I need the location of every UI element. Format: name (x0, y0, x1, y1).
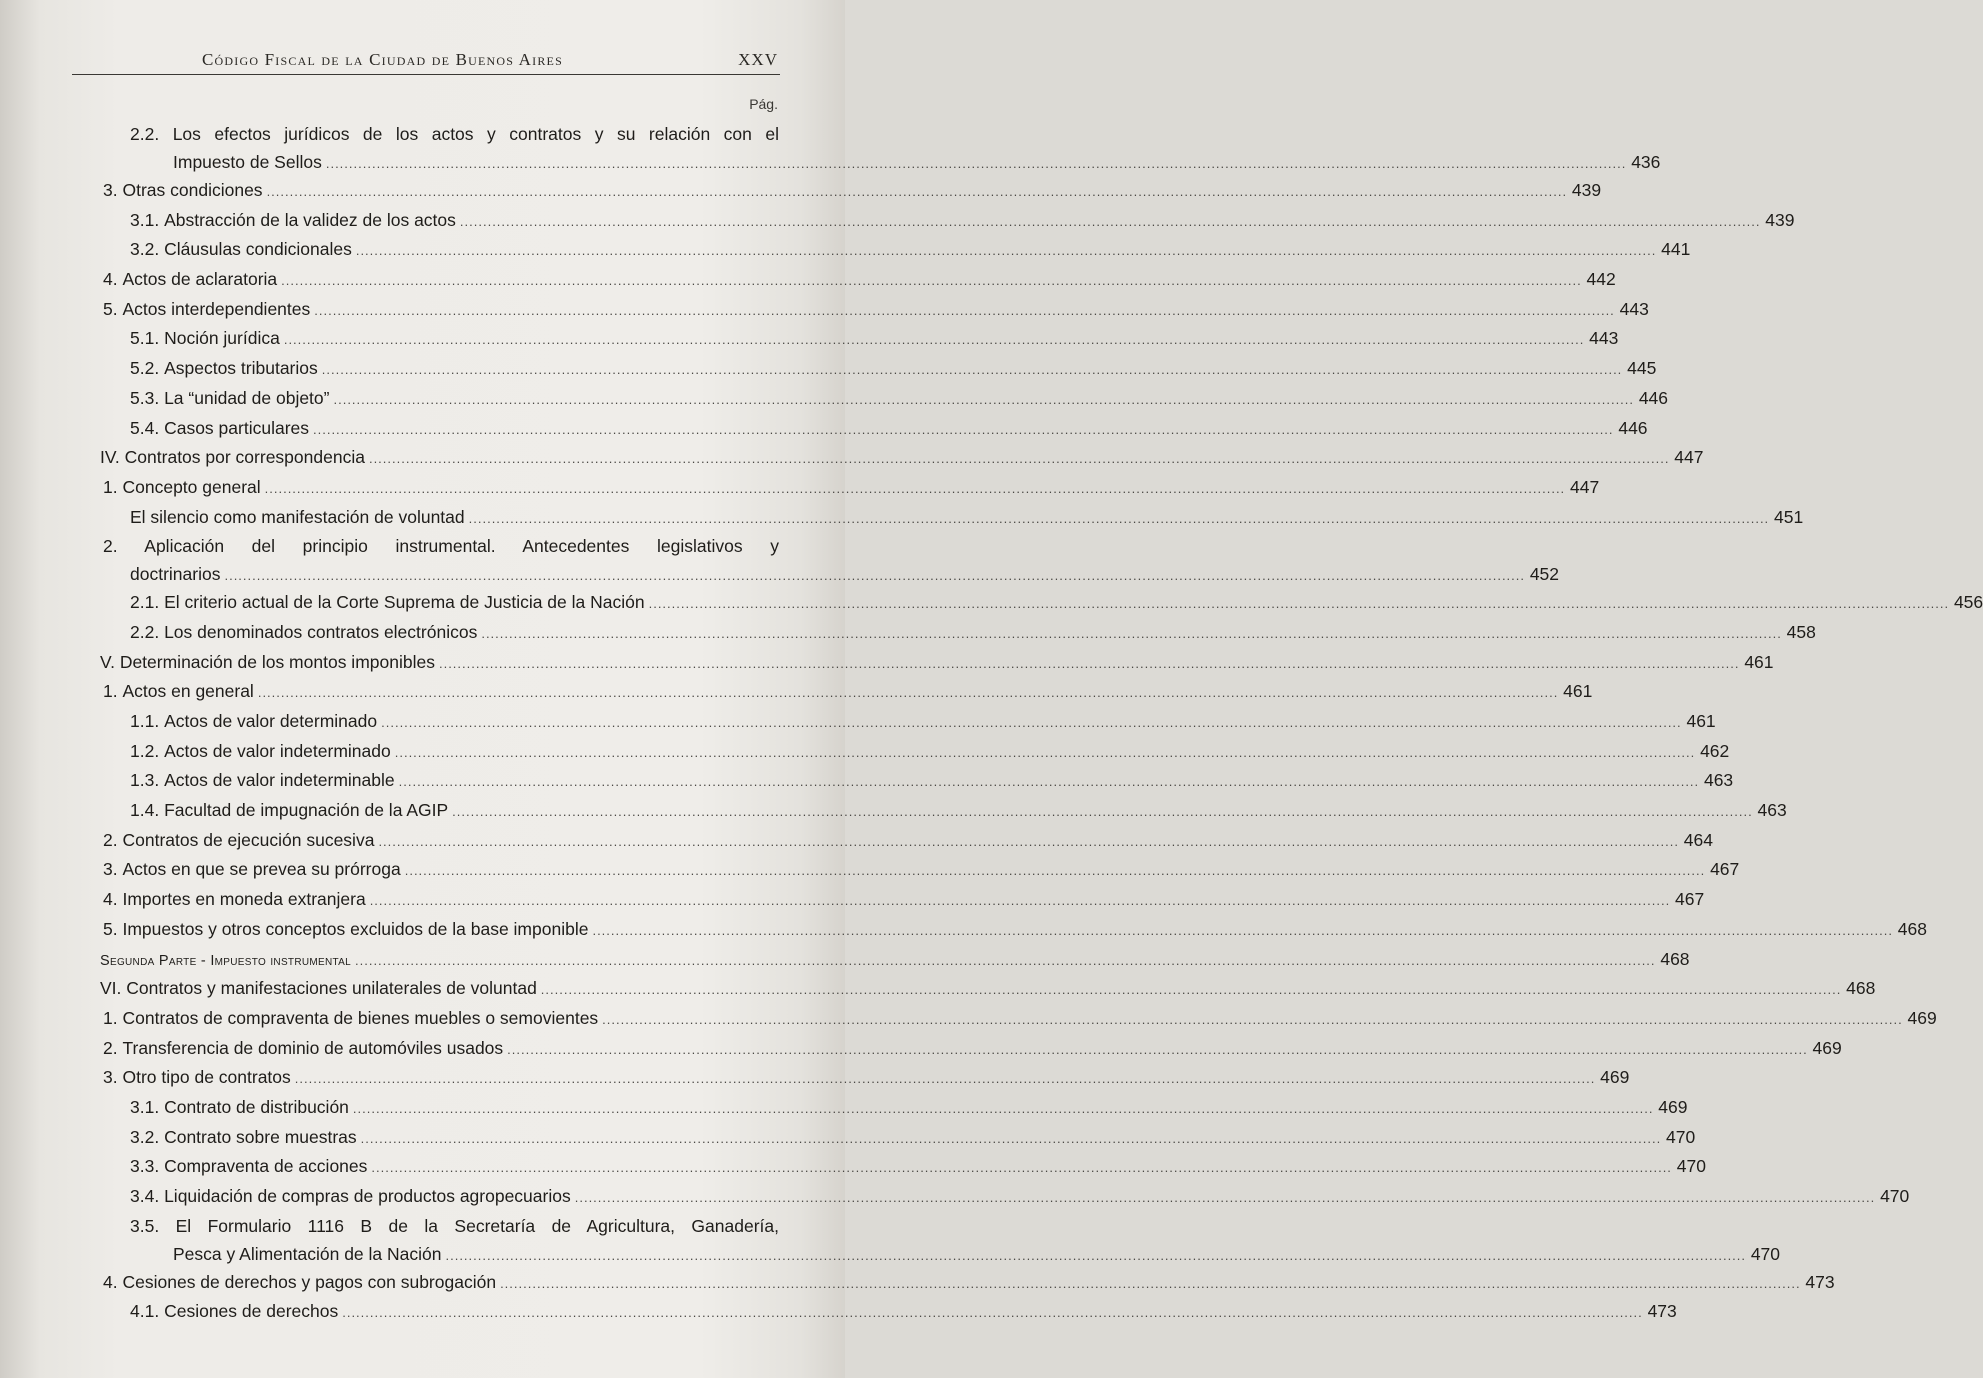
toc-page-number: 443 (1619, 298, 1649, 319)
toc-page-number: 473 (1805, 1271, 1835, 1292)
toc-page-number: 470 (1880, 1186, 1910, 1206)
dot-leader (399, 770, 1700, 794)
toc-entry (0, 356, 1657, 386)
dot-leader (395, 741, 1696, 765)
dot-leader (439, 652, 1740, 676)
dot-leader (356, 239, 1657, 263)
page-column-label: Pág. (749, 96, 778, 112)
toc-entry-number: 4. (103, 1271, 118, 1292)
toc-entry-number: 4.1. (130, 1301, 160, 1322)
dot-leader (333, 388, 1634, 412)
toc-entry-number: 1.4. (130, 800, 160, 821)
toc-entry-title: Actos interdependientes (122, 298, 311, 319)
dot-leader (452, 800, 1753, 824)
toc-entry-title: Liquidación de compras de productos agropecuarios (164, 1186, 571, 1206)
toc-entry (0, 1036, 1842, 1066)
dot-leader (314, 299, 1615, 323)
toc-entry-title: Los denominados contratos electrónicos (164, 621, 478, 642)
toc-page-number: 452 (1529, 564, 1560, 585)
dot-leader (405, 859, 1706, 883)
toc-page-number: 468 (1897, 918, 1927, 939)
toc-entry-number: 1. (103, 476, 118, 497)
toc-entry (0, 1125, 1696, 1155)
toc-entry-title: Actos de valor indeterminado (164, 740, 391, 761)
toc-entry (0, 1299, 1677, 1329)
dot-leader (541, 978, 1842, 1002)
toc-entry (0, 1184, 1910, 1214)
dot-leader (355, 949, 1656, 973)
toc-page-number: 441 (1661, 239, 1691, 260)
toc-entry (0, 917, 1927, 947)
table-of-contents (0, 122, 1983, 1329)
toc-entry-title: Aspectos tributarios (164, 358, 318, 379)
toc-entry (0, 679, 1593, 709)
toc-entry-title: Contrato sobre muestras (164, 1126, 357, 1147)
toc-entry-number: 1.2. (130, 740, 160, 761)
toc-entry-title: Facultad de impugnación de la AGIP (164, 800, 449, 821)
toc-entry-title: Los efectos jurídicos de los actos y contratos y su relación con el (172, 124, 779, 144)
toc-entry-title-continued: Impuesto de Sellos (173, 152, 322, 172)
toc-entry-title: Compraventa de acciones (164, 1156, 368, 1177)
toc-entry-title-continued: Pesca y Alimentación de la Nación (173, 1243, 442, 1264)
toc-entry-title: Concepto general (122, 476, 261, 497)
toc-entry-number: 5.2. (130, 358, 160, 379)
dot-leader (575, 1186, 1876, 1210)
toc-entry-title: Actos en general (122, 681, 254, 702)
toc-entry-title: Contratos y manifestaciones unilaterales de voluntad (126, 978, 537, 999)
toc-entry (0, 1154, 1706, 1184)
toc-entry (0, 386, 1669, 416)
toc-entry-title: Abstracción de la validez de los actos (164, 209, 456, 230)
dot-leader (370, 889, 1671, 913)
toc-entry (0, 1006, 1937, 1036)
toc-entry (0, 326, 1619, 356)
toc-entry-number: 3. (103, 859, 118, 880)
toc-entry (0, 416, 1648, 446)
dot-leader (326, 152, 1627, 176)
toc-entry-number: 4. (103, 269, 118, 290)
toc-page-number: 461 (1563, 681, 1593, 702)
toc-entry-title: Noción jurídica (164, 328, 280, 349)
toc-entry-number: 1. (103, 681, 118, 702)
toc-entry (0, 739, 1730, 769)
toc-entry-title: Otras condiciones (122, 180, 263, 200)
toc-entry-title: Contratos de ejecución sucesiva (122, 829, 375, 850)
toc-page-number: 446 (1638, 387, 1669, 408)
toc-page-number: 439 (1571, 180, 1602, 200)
toc-entry-number: V. (100, 651, 115, 672)
page-number: XXV (738, 50, 778, 69)
toc-page-number: 436 (1631, 152, 1661, 172)
toc-page-number: 461 (1744, 651, 1774, 672)
toc-entry (0, 798, 1787, 828)
toc-entry-number: 3.1. (130, 1096, 160, 1117)
toc-entry-number: 2.1. (130, 592, 160, 613)
toc-entry (0, 857, 1740, 887)
toc-entry (0, 1214, 1781, 1270)
toc-entry (0, 1095, 1688, 1125)
dot-leader (353, 1097, 1654, 1121)
toc-page-number: 447 (1569, 476, 1600, 497)
toc-page-number: 442 (1586, 269, 1616, 290)
toc-entry-number: 3.5. (130, 1215, 160, 1236)
dot-leader (267, 180, 1568, 204)
dot-leader (378, 830, 1679, 854)
dot-leader (381, 711, 1682, 735)
toc-entry (0, 1270, 1835, 1300)
toc-entry (0, 505, 1804, 535)
toc-entry-title: Actos de valor determinado (164, 711, 378, 731)
toc-entry-title: Transferencia de dominio de automóviles usados (122, 1037, 504, 1058)
toc-entry-title: Cesiones de derechos y pagos con subrogación (122, 1271, 497, 1292)
toc-page-number: 456 (1953, 592, 1983, 613)
toc-entry-title: Cláusulas condicionales (164, 239, 352, 260)
dot-leader (322, 358, 1623, 382)
dot-leader (445, 1244, 1746, 1268)
toc-entry (0, 122, 1661, 178)
dot-leader (469, 507, 1770, 531)
toc-entry-title: Contratos de compraventa de bienes muebles o semovientes (122, 1007, 599, 1028)
toc-entry-title: Contratos por correspondencia (124, 447, 365, 468)
toc-entry-number: 1.1. (130, 711, 160, 731)
toc-part-heading (0, 947, 1690, 977)
toc-entry-title: Actos en que se prevea su prórroga (122, 859, 401, 880)
toc-part-title: Segunda Parte - Impuesto instrumental (100, 952, 351, 969)
toc-entry-number: 2.2. (130, 124, 160, 144)
toc-entry (0, 534, 1560, 590)
running-title: Código Fiscal de la Ciudad de Buenos Aires (202, 50, 563, 69)
toc-entry-number: 1.3. (130, 770, 160, 791)
toc-entry (0, 620, 1816, 650)
dot-leader (361, 1127, 1662, 1151)
toc-page-number: 470 (1750, 1243, 1781, 1264)
toc-entry-title-continued: doctrinarios (130, 564, 221, 585)
toc-entry (0, 178, 1602, 208)
toc-entry (0, 475, 1600, 505)
toc-entry-number: 2.2. (130, 621, 160, 642)
dot-leader (602, 1008, 1903, 1032)
toc-page-number: 447 (1674, 447, 1704, 468)
dot-leader (369, 447, 1670, 471)
toc-entry-number: 3.3. (130, 1156, 160, 1177)
toc-page-number: 469 (1907, 1007, 1937, 1028)
toc-entry (0, 768, 1734, 798)
dot-leader (284, 328, 1585, 352)
toc-page-number: 470 (1676, 1156, 1706, 1177)
dot-leader (295, 1067, 1596, 1091)
toc-entry-number: 5.3. (130, 387, 160, 408)
toc-page-number: 467 (1710, 859, 1740, 880)
toc-entry (0, 650, 1774, 680)
dot-leader (649, 592, 1950, 616)
toc-page-number: 467 (1675, 889, 1705, 910)
toc-entry-number: 4. (103, 889, 118, 910)
toc-entry-number: 2. (103, 829, 118, 850)
toc-page-number: 470 (1666, 1126, 1696, 1147)
toc-entry-title: Casos particulares (164, 417, 309, 438)
dot-leader (281, 269, 1582, 293)
toc-entry-number: 2. (103, 536, 118, 557)
toc-entry-number: 3. (103, 180, 118, 200)
toc-entry-number: VI. (100, 978, 122, 999)
toc-entry-number: 3.2. (130, 1126, 160, 1147)
dot-leader (507, 1038, 1808, 1062)
toc-page-number: 439 (1765, 209, 1795, 230)
toc-entry-number: 3.4. (130, 1186, 160, 1206)
toc-page-number: 443 (1589, 328, 1619, 349)
toc-page-number: 446 (1618, 417, 1648, 438)
toc-page-number: 445 (1627, 358, 1657, 379)
dot-leader (265, 477, 1566, 501)
toc-page-number: 468 (1846, 978, 1876, 999)
toc-page-number: 451 (1773, 506, 1804, 527)
toc-entry-number: 3. (103, 1067, 118, 1088)
dot-leader (313, 418, 1614, 442)
toc-entry-number: 1. (103, 1007, 118, 1028)
toc-entry-number: 5.1. (130, 328, 160, 349)
toc-entry-number: 3.2. (130, 239, 160, 260)
toc-entry (0, 828, 1713, 858)
toc-page-number: 461 (1686, 711, 1716, 731)
toc-page-number: 463 (1757, 800, 1787, 821)
toc-entry-title: La “unidad de objeto” (164, 387, 330, 408)
toc-entry (0, 887, 1705, 917)
toc-entry-title: Actos de valor indeterminable (164, 770, 395, 791)
toc-entry (0, 1065, 1630, 1095)
dot-leader (224, 564, 1525, 588)
toc-entry-title: El criterio actual de la Corte Suprema de Justicia de la Nación (164, 592, 645, 613)
toc-entry-title: Determinación de los montos imponibles (119, 651, 435, 672)
dot-leader (500, 1272, 1801, 1296)
dot-leader (342, 1301, 1643, 1325)
toc-entry-title: El silencio como manifestación de voluntad (130, 506, 465, 527)
toc-entry-number: 5.4. (130, 417, 160, 438)
toc-entry (0, 590, 1983, 620)
dot-leader (258, 681, 1559, 705)
dot-leader (592, 919, 1893, 943)
toc-page-number: 469 (1600, 1067, 1630, 1088)
toc-entry-title: El Formulario 1116 B de la Secretaría de Agricultura, Ganadería, (175, 1215, 779, 1236)
toc-entry-number: 3.1. (130, 209, 160, 230)
toc-entry-number: 5. (103, 918, 118, 939)
toc-page-number: 464 (1683, 829, 1713, 850)
toc-entry (0, 208, 1795, 238)
dot-leader (460, 210, 1761, 234)
toc-page-number: 462 (1700, 740, 1730, 761)
toc-entry (0, 267, 1616, 297)
toc-page-number: 458 (1786, 621, 1816, 642)
toc-entry (0, 709, 1716, 739)
toc-page-number: 468 (1660, 948, 1690, 969)
page-header (72, 48, 780, 75)
toc-page-number: 469 (1812, 1037, 1842, 1058)
toc-entry-title: Aplicación del principio instrumental. Antecedentes legislativos y (144, 536, 779, 557)
toc-entry-title: Impuestos y otros conceptos excluidos de la base imponible (122, 918, 589, 939)
toc-entry-title: Actos de aclaratoria (122, 269, 278, 290)
toc-entry-title: Contrato de distribución (164, 1096, 349, 1117)
toc-page-number: 473 (1647, 1301, 1677, 1322)
toc-entry-number: 5. (103, 298, 118, 319)
toc-entry (0, 297, 1649, 327)
toc-entry-title: Otro tipo de contratos (122, 1067, 291, 1088)
toc-page-number: 463 (1703, 770, 1734, 791)
dot-leader (481, 622, 1782, 646)
toc-entry-number: IV. (100, 447, 120, 468)
toc-entry (0, 237, 1691, 267)
toc-entry-title: Cesiones de derechos (164, 1301, 339, 1322)
toc-entry (0, 445, 1704, 475)
toc-page-number: 469 (1658, 1096, 1688, 1117)
toc-entry-title: Importes en moneda extranjera (122, 889, 366, 910)
dot-leader (371, 1156, 1672, 1180)
toc-entry (0, 976, 1876, 1006)
toc-entry-number: 2. (103, 1037, 118, 1058)
